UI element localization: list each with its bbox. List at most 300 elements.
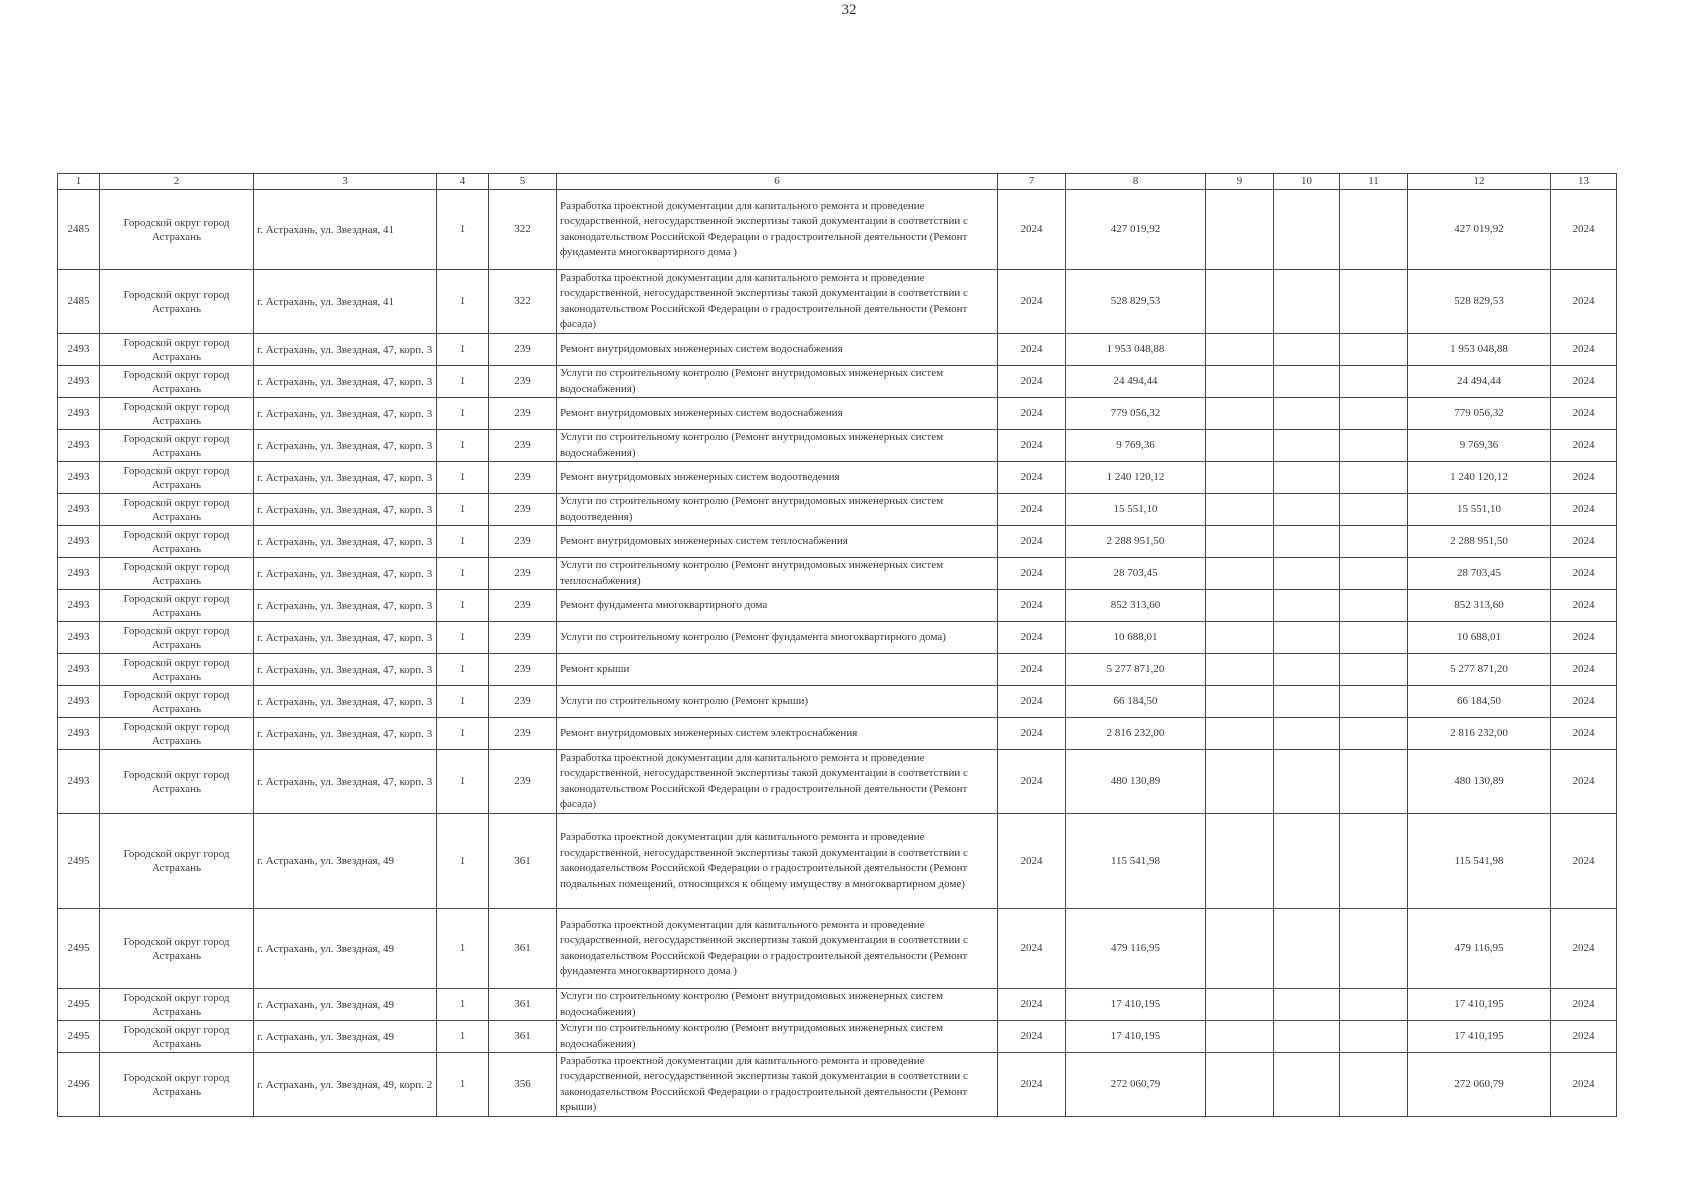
work-description-cell: Разработка проектной документации для капитального ремонта и проведение государственной, негосударственной экспертизы такой документации в соответствии с законодательством Российской Федерации о градостроительной деятельности (Ремонт крыши) — [557, 1053, 998, 1117]
address-cell: г. Астрахань, ул. Звездная, 47, корп. 3 — [254, 430, 437, 462]
column-5-cell: 239 — [489, 366, 557, 398]
column-5-cell: 361 — [489, 814, 557, 909]
address-cell: г. Астрахань, ул. Звездная, 49 — [254, 814, 437, 909]
municipality-cell: Городской округ город Астрахань — [100, 270, 254, 334]
address-cell: г. Астрахань, ул. Звездная, 47, корп. 3 — [254, 494, 437, 526]
column-11-cell — [1340, 750, 1408, 814]
record-number-cell: 2495 — [58, 1021, 100, 1053]
completion-year-cell: 2024 — [1551, 462, 1617, 494]
funding-amount-cell: 24 494,44 — [1408, 366, 1551, 398]
column-9-cell — [1206, 718, 1274, 750]
column-11-cell — [1340, 190, 1408, 270]
address-cell: г. Астрахань, ул. Звездная, 47, корп. 3 — [254, 526, 437, 558]
column-4-cell: 1 — [437, 814, 489, 909]
column-5-cell: 239 — [489, 398, 557, 430]
column-9-cell — [1206, 270, 1274, 334]
column-9-cell — [1206, 654, 1274, 686]
column-number-header-row — [58, 174, 1617, 190]
column-5-cell: 239 — [489, 526, 557, 558]
page-number: 32 — [841, 2, 857, 18]
column-10-cell — [1274, 622, 1340, 654]
column-4-cell: 1 — [437, 270, 489, 334]
record-number-cell: 2493 — [58, 750, 100, 814]
record-number-cell: 2485 — [58, 270, 100, 334]
completion-year-cell: 2024 — [1551, 989, 1617, 1021]
column-4-cell: 1 — [437, 430, 489, 462]
column-9-cell — [1206, 334, 1274, 366]
completion-year-cell: 2024 — [1551, 558, 1617, 590]
record-number-cell: 2495 — [58, 909, 100, 989]
municipality-cell: Городской округ город Астрахань — [100, 1021, 254, 1053]
work-description-cell: Ремонт внутридомовых инженерных систем электроснабжения — [557, 718, 998, 750]
municipality-cell: Городской округ город Астрахань — [100, 398, 254, 430]
record-number-cell: 2493 — [58, 430, 100, 462]
total-cost-cell: 2 816 232,00 — [1066, 718, 1206, 750]
column-10-cell — [1274, 1021, 1340, 1053]
column-11-cell — [1340, 909, 1408, 989]
column-4-cell: 1 — [437, 1021, 489, 1053]
column-11-cell — [1340, 1053, 1408, 1117]
column-5-cell: 322 — [489, 270, 557, 334]
funding-amount-cell: 272 060,79 — [1408, 1053, 1551, 1117]
year-cell: 2024 — [998, 558, 1066, 590]
completion-year-cell: 2024 — [1551, 494, 1617, 526]
column-4-cell: 1 — [437, 190, 489, 270]
municipality-cell: Городской округ город Астрахань — [100, 654, 254, 686]
municipality-cell: Городской округ город Астрахань — [100, 814, 254, 909]
record-number-cell: 2485 — [58, 190, 100, 270]
record-number-cell: 2493 — [58, 366, 100, 398]
completion-year-cell: 2024 — [1551, 718, 1617, 750]
municipality-cell: Городской округ город Астрахань — [100, 1053, 254, 1117]
table-row — [58, 270, 1617, 334]
year-cell: 2024 — [998, 494, 1066, 526]
total-cost-cell: 852 313,60 — [1066, 590, 1206, 622]
column-4-cell: 1 — [437, 622, 489, 654]
total-cost-cell: 480 130,89 — [1066, 750, 1206, 814]
column-10-cell — [1274, 526, 1340, 558]
record-number-cell: 2493 — [58, 590, 100, 622]
total-cost-cell: 28 703,45 — [1066, 558, 1206, 590]
year-cell: 2024 — [998, 398, 1066, 430]
record-number-cell: 2493 — [58, 526, 100, 558]
municipality-cell: Городской округ город Астрахань — [100, 750, 254, 814]
column-11-cell — [1340, 558, 1408, 590]
column-9-cell — [1206, 526, 1274, 558]
column-4-cell: 1 — [437, 1053, 489, 1117]
work-description-cell: Разработка проектной документации для капитального ремонта и проведение государственной, негосударственной экспертизы такой документации в соответствии с законодательством Российской Федерации о градостроительной деятельности (Ремонт фундамента многоквартирного дома ) — [557, 190, 998, 270]
column-header: 8 — [1066, 174, 1206, 190]
year-cell: 2024 — [998, 718, 1066, 750]
work-description-cell: Услуги по строительному контролю (Ремонт крыши) — [557, 686, 998, 718]
work-description-cell: Ремонт внутридомовых инженерных систем водоснабжения — [557, 334, 998, 366]
total-cost-cell: 779 056,32 — [1066, 398, 1206, 430]
record-number-cell: 2493 — [58, 622, 100, 654]
column-4-cell: 1 — [437, 686, 489, 718]
record-number-cell: 2496 — [58, 1053, 100, 1117]
column-10-cell — [1274, 558, 1340, 590]
column-5-cell: 239 — [489, 654, 557, 686]
year-cell: 2024 — [998, 270, 1066, 334]
funding-amount-cell: 852 313,60 — [1408, 590, 1551, 622]
total-cost-cell: 10 688,01 — [1066, 622, 1206, 654]
total-cost-cell: 17 410,195 — [1066, 989, 1206, 1021]
column-10-cell — [1274, 590, 1340, 622]
column-10-cell — [1274, 334, 1340, 366]
column-10-cell — [1274, 750, 1340, 814]
column-11-cell — [1340, 1021, 1408, 1053]
work-description-cell: Ремонт крыши — [557, 654, 998, 686]
municipality-cell: Городской округ город Астрахань — [100, 686, 254, 718]
column-4-cell: 1 — [437, 366, 489, 398]
address-cell: г. Астрахань, ул. Звездная, 47, корп. 3 — [254, 590, 437, 622]
column-11-cell — [1340, 622, 1408, 654]
column-5-cell: 239 — [489, 462, 557, 494]
column-header: 11 — [1340, 174, 1408, 190]
funding-amount-cell: 779 056,32 — [1408, 398, 1551, 430]
column-9-cell — [1206, 462, 1274, 494]
column-11-cell — [1340, 686, 1408, 718]
column-header: 10 — [1274, 174, 1340, 190]
column-header: 13 — [1551, 174, 1617, 190]
funding-amount-cell: 528 829,53 — [1408, 270, 1551, 334]
table-row — [58, 654, 1617, 686]
column-10-cell — [1274, 270, 1340, 334]
record-number-cell: 2493 — [58, 558, 100, 590]
work-description-cell: Ремонт внутридомовых инженерных систем теплоснабжения — [557, 526, 998, 558]
year-cell: 2024 — [998, 462, 1066, 494]
address-cell: г. Астрахань, ул. Звездная, 49, корп. 2 — [254, 1053, 437, 1117]
table-row — [58, 989, 1617, 1021]
table-row — [58, 590, 1617, 622]
table-row — [58, 334, 1617, 366]
funding-amount-cell: 28 703,45 — [1408, 558, 1551, 590]
total-cost-cell: 9 769,36 — [1066, 430, 1206, 462]
column-5-cell: 239 — [489, 686, 557, 718]
total-cost-cell: 272 060,79 — [1066, 1053, 1206, 1117]
total-cost-cell: 1 953 048,88 — [1066, 334, 1206, 366]
table-row — [58, 366, 1617, 398]
column-4-cell: 1 — [437, 909, 489, 989]
work-description-cell: Ремонт внутридомовых инженерных систем водоотведения — [557, 462, 998, 494]
municipality-cell: Городской округ город Астрахань — [100, 494, 254, 526]
column-9-cell — [1206, 558, 1274, 590]
work-description-cell: Разработка проектной документации для капитального ремонта и проведение государственной, негосударственной экспертизы такой документации в соответствии с законодательством Российской Федерации о градостроительной деятельности (Ремонт подвальных помещений, относящихся к общему имуществу в многоквартирном доме) — [557, 814, 998, 909]
column-9-cell — [1206, 814, 1274, 909]
funding-amount-cell: 5 277 871,20 — [1408, 654, 1551, 686]
work-description-cell: Ремонт фундамента многоквартирного дома — [557, 590, 998, 622]
completion-year-cell: 2024 — [1551, 334, 1617, 366]
work-description-cell: Услуги по строительному контролю (Ремонт внутридомовых инженерных систем теплоснабжения) — [557, 558, 998, 590]
column-header: 9 — [1206, 174, 1274, 190]
column-10-cell — [1274, 190, 1340, 270]
column-11-cell — [1340, 270, 1408, 334]
column-header: 1 — [58, 174, 100, 190]
work-description-cell: Услуги по строительному контролю (Ремонт внутридомовых инженерных систем водоснабжения) — [557, 1021, 998, 1053]
year-cell: 2024 — [998, 526, 1066, 558]
column-5-cell: 239 — [489, 718, 557, 750]
year-cell: 2024 — [998, 366, 1066, 398]
column-11-cell — [1340, 398, 1408, 430]
column-5-cell: 322 — [489, 190, 557, 270]
column-9-cell — [1206, 398, 1274, 430]
column-4-cell: 1 — [437, 462, 489, 494]
address-cell: г. Астрахань, ул. Звездная, 49 — [254, 909, 437, 989]
funding-amount-cell: 9 769,36 — [1408, 430, 1551, 462]
table-row — [58, 622, 1617, 654]
total-cost-cell: 5 277 871,20 — [1066, 654, 1206, 686]
column-9-cell — [1206, 989, 1274, 1021]
work-description-cell: Разработка проектной документации для капитального ремонта и проведение государственной, негосударственной экспертизы такой документации в соответствии с законодательством Российской Федерации о градостроительной деятельности (Ремонт фасада) — [557, 750, 998, 814]
column-10-cell — [1274, 494, 1340, 526]
column-11-cell — [1340, 430, 1408, 462]
completion-year-cell: 2024 — [1551, 526, 1617, 558]
total-cost-cell: 2 288 951,50 — [1066, 526, 1206, 558]
table-row — [58, 190, 1617, 270]
work-description-cell: Услуги по строительному контролю (Ремонт внутридомовых инженерных систем водоснабжения) — [557, 430, 998, 462]
total-cost-cell: 15 551,10 — [1066, 494, 1206, 526]
address-cell: г. Астрахань, ул. Звездная, 41 — [254, 270, 437, 334]
column-5-cell: 239 — [489, 334, 557, 366]
table-row — [58, 494, 1617, 526]
column-4-cell: 1 — [437, 526, 489, 558]
address-cell: г. Астрахань, ул. Звездная, 47, корп. 3 — [254, 654, 437, 686]
work-description-cell: Разработка проектной документации для капитального ремонта и проведение государственной, негосударственной экспертизы такой документации в соответствии с законодательством Российской Федерации о градостроительной деятельности (Ремонт фасада) — [557, 270, 998, 334]
record-number-cell: 2493 — [58, 494, 100, 526]
repair-program-table — [57, 173, 1617, 1117]
municipality-cell: Городской округ город Астрахань — [100, 909, 254, 989]
year-cell: 2024 — [998, 590, 1066, 622]
year-cell: 2024 — [998, 190, 1066, 270]
municipality-cell: Городской округ город Астрахань — [100, 622, 254, 654]
column-4-cell: 1 — [437, 750, 489, 814]
municipality-cell: Городской округ город Астрахань — [100, 334, 254, 366]
funding-amount-cell: 66 184,50 — [1408, 686, 1551, 718]
municipality-cell: Городской округ город Астрахань — [100, 526, 254, 558]
record-number-cell: 2495 — [58, 814, 100, 909]
column-4-cell: 1 — [437, 718, 489, 750]
column-5-cell: 361 — [489, 989, 557, 1021]
column-header: 5 — [489, 174, 557, 190]
year-cell: 2024 — [998, 686, 1066, 718]
column-9-cell — [1206, 190, 1274, 270]
funding-amount-cell: 15 551,10 — [1408, 494, 1551, 526]
address-cell: г. Астрахань, ул. Звездная, 47, корп. 3 — [254, 462, 437, 494]
table-row — [58, 398, 1617, 430]
table-row — [58, 686, 1617, 718]
column-11-cell — [1340, 814, 1408, 909]
address-cell: г. Астрахань, ул. Звездная, 47, корп. 3 — [254, 750, 437, 814]
column-5-cell: 239 — [489, 622, 557, 654]
address-cell: г. Астрахань, ул. Звездная, 49 — [254, 989, 437, 1021]
year-cell: 2024 — [998, 334, 1066, 366]
funding-amount-cell: 2 816 232,00 — [1408, 718, 1551, 750]
record-number-cell: 2493 — [58, 686, 100, 718]
work-description-cell: Ремонт внутридомовых инженерных систем водоснабжения — [557, 398, 998, 430]
address-cell: г. Астрахань, ул. Звездная, 49 — [254, 1021, 437, 1053]
municipality-cell: Городской округ город Астрахань — [100, 558, 254, 590]
year-cell: 2024 — [998, 430, 1066, 462]
column-5-cell: 356 — [489, 1053, 557, 1117]
year-cell: 2024 — [998, 1053, 1066, 1117]
completion-year-cell: 2024 — [1551, 654, 1617, 686]
column-5-cell: 239 — [489, 558, 557, 590]
table-row — [58, 814, 1617, 909]
funding-amount-cell: 17 410,195 — [1408, 989, 1551, 1021]
funding-amount-cell: 115 541,98 — [1408, 814, 1551, 909]
work-description-cell: Услуги по строительному контролю (Ремонт внутридомовых инженерных систем водоснабжения) — [557, 989, 998, 1021]
column-10-cell — [1274, 686, 1340, 718]
column-4-cell: 1 — [437, 334, 489, 366]
completion-year-cell: 2024 — [1551, 190, 1617, 270]
record-number-cell: 2495 — [58, 989, 100, 1021]
total-cost-cell: 66 184,50 — [1066, 686, 1206, 718]
table-row — [58, 526, 1617, 558]
completion-year-cell: 2024 — [1551, 1021, 1617, 1053]
total-cost-cell: 17 410,195 — [1066, 1021, 1206, 1053]
total-cost-cell: 479 116,95 — [1066, 909, 1206, 989]
table-row — [58, 430, 1617, 462]
total-cost-cell: 115 541,98 — [1066, 814, 1206, 909]
address-cell: г. Астрахань, ул. Звездная, 47, корп. 3 — [254, 398, 437, 430]
column-9-cell — [1206, 686, 1274, 718]
column-header: 6 — [557, 174, 998, 190]
column-10-cell — [1274, 814, 1340, 909]
column-5-cell: 239 — [489, 430, 557, 462]
record-number-cell: 2493 — [58, 718, 100, 750]
municipality-cell: Городской округ город Астрахань — [100, 718, 254, 750]
table-row — [58, 462, 1617, 494]
municipality-cell: Городской округ город Астрахань — [100, 430, 254, 462]
column-4-cell: 1 — [437, 398, 489, 430]
record-number-cell: 2493 — [58, 334, 100, 366]
address-cell: г. Астрахань, ул. Звездная, 47, корп. 3 — [254, 558, 437, 590]
completion-year-cell: 2024 — [1551, 750, 1617, 814]
column-9-cell — [1206, 622, 1274, 654]
column-10-cell — [1274, 430, 1340, 462]
municipality-cell: Городской округ город Астрахань — [100, 190, 254, 270]
year-cell: 2024 — [998, 989, 1066, 1021]
record-number-cell: 2493 — [58, 654, 100, 686]
address-cell: г. Астрахань, ул. Звездная, 47, корп. 3 — [254, 718, 437, 750]
table-row — [58, 558, 1617, 590]
table-row — [58, 1021, 1617, 1053]
municipality-cell: Городской округ город Астрахань — [100, 590, 254, 622]
column-header: 7 — [998, 174, 1066, 190]
address-cell: г. Астрахань, ул. Звездная, 47, корп. 3 — [254, 622, 437, 654]
completion-year-cell: 2024 — [1551, 622, 1617, 654]
column-11-cell — [1340, 526, 1408, 558]
address-cell: г. Астрахань, ул. Звездная, 47, корп. 3 — [254, 686, 437, 718]
completion-year-cell: 2024 — [1551, 909, 1617, 989]
column-10-cell — [1274, 1053, 1340, 1117]
column-4-cell: 1 — [437, 989, 489, 1021]
year-cell: 2024 — [998, 654, 1066, 686]
column-11-cell — [1340, 366, 1408, 398]
completion-year-cell: 2024 — [1551, 430, 1617, 462]
work-description-cell: Услуги по строительному контролю (Ремонт внутридомовых инженерных систем водоотведения) — [557, 494, 998, 526]
column-5-cell: 361 — [489, 1021, 557, 1053]
column-9-cell — [1206, 366, 1274, 398]
address-cell: г. Астрахань, ул. Звездная, 47, корп. 3 — [254, 366, 437, 398]
table-row — [58, 909, 1617, 989]
column-10-cell — [1274, 398, 1340, 430]
completion-year-cell: 2024 — [1551, 814, 1617, 909]
column-11-cell — [1340, 590, 1408, 622]
municipality-cell: Городской округ город Астрахань — [100, 366, 254, 398]
column-9-cell — [1206, 750, 1274, 814]
column-11-cell — [1340, 334, 1408, 366]
funding-amount-cell: 479 116,95 — [1408, 909, 1551, 989]
column-header: 2 — [100, 174, 254, 190]
municipality-cell: Городской округ город Астрахань — [100, 989, 254, 1021]
funding-amount-cell: 1 240 120,12 — [1408, 462, 1551, 494]
completion-year-cell: 2024 — [1551, 366, 1617, 398]
table-row — [58, 1053, 1617, 1117]
work-description-cell: Услуги по строительному контролю (Ремонт внутридомовых инженерных систем водоснабжения) — [557, 366, 998, 398]
funding-amount-cell: 10 688,01 — [1408, 622, 1551, 654]
table-row — [58, 750, 1617, 814]
total-cost-cell: 427 019,92 — [1066, 190, 1206, 270]
column-10-cell — [1274, 909, 1340, 989]
column-11-cell — [1340, 654, 1408, 686]
column-10-cell — [1274, 989, 1340, 1021]
column-9-cell — [1206, 494, 1274, 526]
column-9-cell — [1206, 590, 1274, 622]
column-9-cell — [1206, 1053, 1274, 1117]
record-number-cell: 2493 — [58, 398, 100, 430]
table-body — [58, 190, 1617, 1117]
total-cost-cell: 528 829,53 — [1066, 270, 1206, 334]
column-5-cell: 239 — [489, 590, 557, 622]
funding-amount-cell: 480 130,89 — [1408, 750, 1551, 814]
column-10-cell — [1274, 654, 1340, 686]
column-5-cell: 361 — [489, 909, 557, 989]
year-cell: 2024 — [998, 622, 1066, 654]
column-4-cell: 1 — [437, 494, 489, 526]
column-4-cell: 1 — [437, 590, 489, 622]
completion-year-cell: 2024 — [1551, 590, 1617, 622]
table-row — [58, 718, 1617, 750]
column-9-cell — [1206, 909, 1274, 989]
work-description-cell: Услуги по строительному контролю (Ремонт фундамента многоквартирного дома) — [557, 622, 998, 654]
column-11-cell — [1340, 494, 1408, 526]
column-4-cell: 1 — [437, 654, 489, 686]
column-10-cell — [1274, 718, 1340, 750]
column-header: 3 — [254, 174, 437, 190]
total-cost-cell: 1 240 120,12 — [1066, 462, 1206, 494]
column-9-cell — [1206, 430, 1274, 462]
address-cell: г. Астрахань, ул. Звездная, 47, корп. 3 — [254, 334, 437, 366]
funding-amount-cell: 2 288 951,50 — [1408, 526, 1551, 558]
year-cell: 2024 — [998, 909, 1066, 989]
record-number-cell: 2493 — [58, 462, 100, 494]
funding-amount-cell: 427 019,92 — [1408, 190, 1551, 270]
completion-year-cell: 2024 — [1551, 686, 1617, 718]
completion-year-cell: 2024 — [1551, 1053, 1617, 1117]
funding-amount-cell: 17 410,195 — [1408, 1021, 1551, 1053]
column-10-cell — [1274, 366, 1340, 398]
municipality-cell: Городской округ город Астрахань — [100, 462, 254, 494]
completion-year-cell: 2024 — [1551, 398, 1617, 430]
work-description-cell: Разработка проектной документации для капитального ремонта и проведение государственной, негосударственной экспертизы такой документации в соответствии с законодательством Российской Федерации о градостроительной деятельности (Ремонт фундамента многоквартирного дома ) — [557, 909, 998, 989]
column-9-cell — [1206, 1021, 1274, 1053]
year-cell: 2024 — [998, 1021, 1066, 1053]
column-5-cell: 239 — [489, 750, 557, 814]
total-cost-cell: 24 494,44 — [1066, 366, 1206, 398]
year-cell: 2024 — [998, 814, 1066, 909]
column-11-cell — [1340, 989, 1408, 1021]
